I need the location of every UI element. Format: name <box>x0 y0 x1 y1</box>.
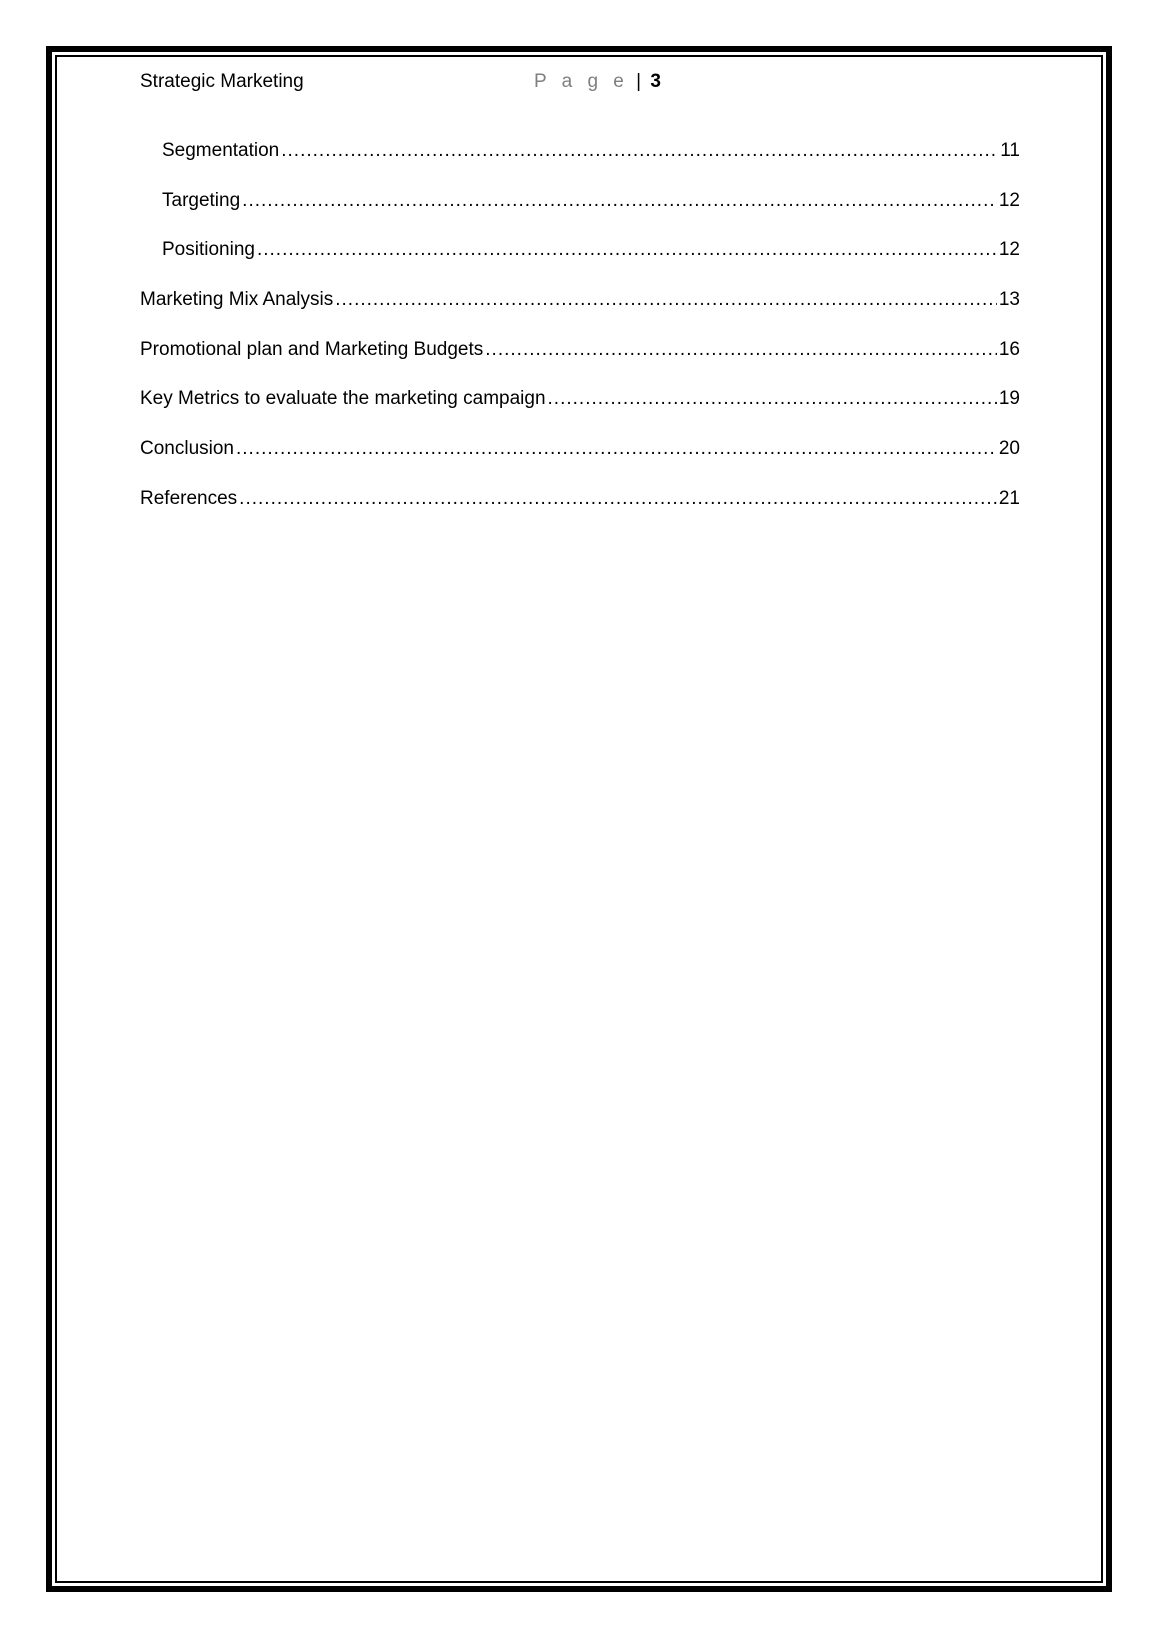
toc-entry-promotional-plan[interactable] <box>140 339 1020 389</box>
toc-entry-page: 12 <box>998 189 1020 211</box>
toc-entry-title: Marketing Mix Analysis <box>140 289 334 311</box>
page-header <box>140 68 1020 98</box>
toc-entry-page: 21 <box>998 487 1020 509</box>
toc-entry-page: 12 <box>998 239 1020 261</box>
toc-dot-leader <box>281 140 998 162</box>
toc-entry-title: Positioning <box>162 239 255 261</box>
header-page-word: P a g e <box>534 71 629 92</box>
toc-dot-leader <box>242 190 997 212</box>
toc-entry-title: Promotional plan and Marketing Budgets <box>140 338 484 360</box>
toc-entry-page: 20 <box>998 438 1020 460</box>
toc-entry-title: Segmentation <box>162 140 280 161</box>
header-separator: | <box>636 71 642 92</box>
toc-entry-page: 13 <box>998 289 1020 311</box>
header-document-title: Strategic Marketing <box>140 71 304 92</box>
toc-entry-targeting[interactable] <box>140 190 1020 240</box>
toc-entry-page: 19 <box>998 388 1020 410</box>
header-page-indicator <box>534 71 661 93</box>
toc-entry-title: Targeting <box>162 189 241 211</box>
toc-entry-page: 11 <box>1000 140 1020 161</box>
toc-entry-title: References <box>140 487 238 509</box>
toc-dot-leader <box>548 388 997 410</box>
header-page-number: 3 <box>650 71 661 92</box>
toc-entry-title: Key Metrics to evaluate the marketing campaign <box>140 388 546 410</box>
toc-entry-conclusion[interactable] <box>140 438 1020 488</box>
toc-entry-references[interactable] <box>140 488 1020 538</box>
toc-dot-leader <box>485 339 997 361</box>
toc-dot-leader <box>335 289 997 311</box>
toc-dot-leader <box>236 438 997 460</box>
toc-entry-key-metrics[interactable] <box>140 388 1020 438</box>
toc-dot-leader <box>257 239 997 261</box>
toc-entry-positioning[interactable] <box>140 239 1020 289</box>
toc-entry-title: Conclusion <box>140 438 234 460</box>
table-of-contents <box>140 140 1020 538</box>
toc-entry-marketing-mix-analysis[interactable] <box>140 289 1020 339</box>
toc-entry-segmentation[interactable] <box>140 140 1020 190</box>
toc-entry-page: 16 <box>998 338 1020 360</box>
toc-dot-leader <box>239 488 997 510</box>
